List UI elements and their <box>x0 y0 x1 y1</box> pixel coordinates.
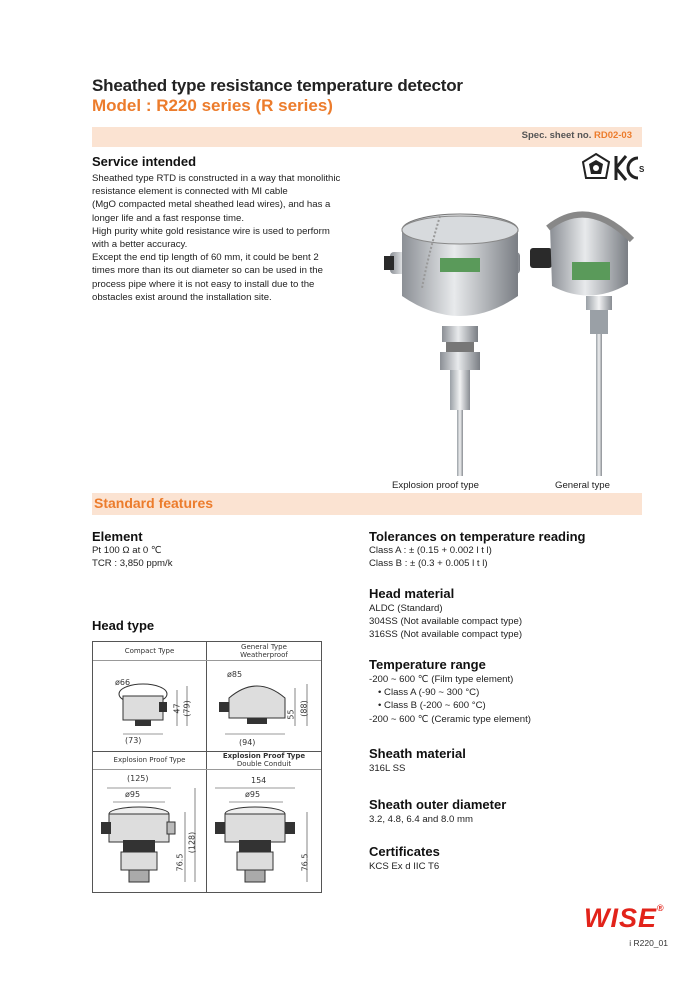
general-type-label-line: Weatherproof <box>240 651 288 659</box>
product-photos <box>380 196 640 482</box>
spec-sheet-number <box>522 130 642 141</box>
gost-cert-icon <box>583 154 609 178</box>
compact-h1-dim: 47 <box>172 703 182 714</box>
explosion-proof-label: Explosion Proof Type <box>113 756 186 764</box>
general-type-photo <box>530 212 632 476</box>
head-material-line: ALDC (Standard) <box>369 603 443 614</box>
service-line: Except the end tip length of 60 mm, it could be bent 2 <box>92 252 319 264</box>
explosion-double-label-line: Explosion Proof Type <box>222 752 306 760</box>
service-line: obstacles exist around the installation site. <box>92 291 272 303</box>
standard-features-heading: Standard features <box>94 495 214 511</box>
service-line: resistance element is connected with MI cable <box>92 186 288 198</box>
tolerance-line: Class B : ± (0.3 + 0.005 l t l) <box>369 558 488 570</box>
service-description <box>92 172 382 304</box>
service-line: times more than its out diameter so can be used in the <box>92 265 323 277</box>
element-heading: Element <box>92 529 143 544</box>
exp-h1-dim: 76.5 <box>175 853 185 872</box>
general-h1-dim: 55 <box>286 709 296 720</box>
temp-range-line: • Class B (-200 ~ 600 °C) <box>378 700 486 712</box>
service-line: longer life and a fast response time. <box>92 212 244 224</box>
tolerances-details <box>369 544 492 570</box>
sheath-material-line: 316L SS <box>369 763 406 774</box>
sheath-diameter-heading: Sheath outer diameter <box>369 797 507 812</box>
sheath-material-details <box>369 762 405 775</box>
tolerances-heading: Tolerances on temperature reading <box>369 529 586 544</box>
explosion-double-label-line: Double Conduit <box>236 760 292 768</box>
compact-type-label: Compact Type <box>124 647 175 655</box>
expd-h1-dim: 76.5 <box>300 853 310 872</box>
spec-code: RD02-03 <box>593 130 632 141</box>
head-material-heading: Head material <box>369 586 455 601</box>
compact-w-dim: (73) <box>125 736 142 745</box>
certificate-line: KCS Ex d IIC T6 <box>369 861 440 872</box>
expd-w-dim: 154 <box>251 776 267 785</box>
explosion-proof-caption: Explosion proof type <box>392 480 479 491</box>
exp-h2-dim: (128) <box>187 831 197 854</box>
exp-dia-dim: ø95 <box>125 790 141 799</box>
temperature-range-details <box>369 673 531 726</box>
head-material-line: 316SS (Not available compact type) <box>369 629 523 641</box>
expd-dia-dim: ø95 <box>245 790 261 799</box>
general-w-dim: (94) <box>239 738 256 747</box>
temperature-range-heading: Temperature range <box>369 657 486 672</box>
tolerance-line: Class A : ± (0.15 + 0.002 l t l) <box>369 545 492 556</box>
cert-s-text: S <box>639 165 645 174</box>
service-line: High purity white gold resistance wire is used to perform <box>92 225 330 237</box>
sheath-diameter-details <box>369 813 473 826</box>
general-dia-dim: ø85 <box>227 670 243 679</box>
head-type-table <box>92 641 322 893</box>
certificates-heading: Certificates <box>369 844 440 859</box>
spec-sheet-band <box>92 127 642 147</box>
general-type-caption: General type <box>555 480 610 491</box>
certificates-details <box>369 860 439 873</box>
element-line: TCR : 3,850 ppm/k <box>92 558 173 570</box>
exp-w-dim: (125) <box>127 774 149 783</box>
element-details <box>92 544 173 570</box>
explosion-proof-photo <box>384 214 520 476</box>
compact-dia-dim: ø66 <box>115 678 131 687</box>
service-line: process pipe where it is not easy to install due to the <box>92 278 315 290</box>
general-type-label-line: General Type <box>241 643 287 651</box>
temp-range-line: -200 ~ 600 ℃ (Ceramic type element) <box>369 713 531 725</box>
service-line: Sheathed type RTD is constructed in a way that monolithic <box>92 173 341 184</box>
element-line: Pt 100 Ω at 0 ℃ <box>92 545 162 556</box>
service-line: (MgO compacted metal sheathed lead wires), and has a <box>92 199 331 211</box>
temp-range-line: -200 ~ 600 ℃ (Film type element) <box>369 674 514 685</box>
head-material-details <box>369 602 522 642</box>
wise-logo <box>584 903 665 934</box>
compact-h2-dim: (79) <box>182 700 192 717</box>
page-code: i R220_01 <box>629 938 668 948</box>
service-line: with a better accuracy. <box>92 239 188 251</box>
model-subtitle: Model : R220 series (R series) <box>92 96 333 115</box>
spec-label: Spec. sheet no. <box>521 130 592 141</box>
sheath-diameter-line: 3.2, 4.8, 6.4 and 8.0 mm <box>369 814 473 825</box>
head-type-heading: Head type <box>92 618 155 633</box>
temp-range-line: • Class A (-90 ~ 300 °C) <box>378 687 480 699</box>
page-title: Sheathed type resistance temperature detector <box>92 76 463 95</box>
standard-features-band <box>92 493 642 515</box>
general-type-label <box>207 643 321 659</box>
kc-cert-icon <box>616 156 638 180</box>
certification-logos <box>582 152 646 184</box>
wise-logo-text: WISE <box>584 903 658 933</box>
explosion-double-drawing <box>211 782 319 890</box>
sheath-material-heading: Sheath material <box>369 746 466 761</box>
registered-mark: ® <box>657 903 665 913</box>
explosion-double-label <box>207 752 321 768</box>
general-h2-dim: (88) <box>299 700 309 717</box>
head-material-line: 304SS (Not available compact type) <box>369 616 523 628</box>
service-heading: Service intended <box>92 154 197 169</box>
